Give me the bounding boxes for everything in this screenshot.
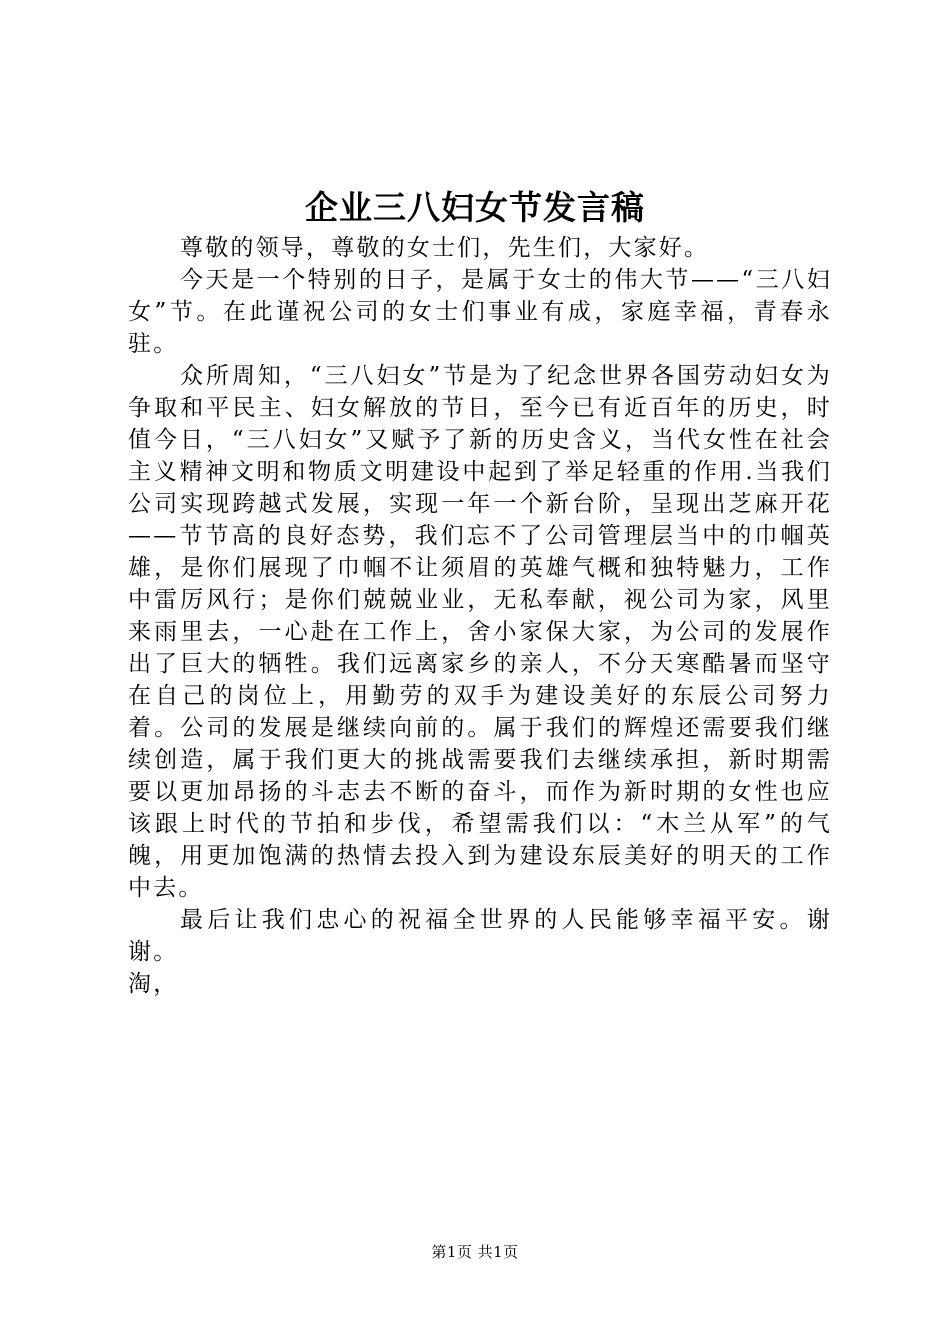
page-footer: 第1页 共1页 xyxy=(431,1243,519,1261)
trailing-text: 淘， xyxy=(128,971,179,997)
greeting-paragraph: 尊敬的领导，尊敬的女士们，先生们，大家好。 xyxy=(180,235,710,261)
intro-paragraph: 今天是一个特别的日子，是属于女士的伟大节——“三八妇女”节。在此谨祝公司的女士们事业有成，家庭幸福，青春永驻。 xyxy=(128,267,832,357)
document-body xyxy=(128,232,832,1000)
document-title: 企业三八妇女节发言稿 xyxy=(305,188,645,227)
main-paragraph: 众所周知，“三八妇女”节是为了纪念世界各国劳动妇女为争取和平民主、妇女解放的节日，至今已有近百年的历史，时值今日，“三八妇女”又赋予了新的历史含义，当代女性在社会主义精神文明和物质文明建设中起到了举足轻重的作用.当我们公司实现跨越式发展，实现一年一个新台阶，呈现出芝麻开花——节节高的良好态势，我们忘不了公司管理层当中的巾帼英雄，是你们展现了巾帼不让须眉的英雄气概和独特魅力，工作中雷厉风行；是你们兢兢业业，无私奉献，视公司为家，风里来雨里去，一心赴在工作上，舍小家保大家，为公司的发展作出了巨大的牺牲。我们远离家乡的亲人，不分天寒酷暑而坚守在自己的岗位上，用勤劳的双手为建设美好的东辰公司努力着。公司的发展是继续向前的。属于我们的辉煌还需要我们继续创造，属于我们更大的挑战需要我们去继续承担，新时期需要以更加昂扬的斗志去不断的奋斗，而作为新时期的女性也应该跟上时代的节拍和步伐，希望需我们以：“木兰从军”的气魄，用更加饱满的热情去投入到为建设东辰美好的明天的工作中去。 xyxy=(128,363,832,901)
closing-paragraph: 最后让我们忠心的祝福全世界的人民能够幸福平安。谢谢。 xyxy=(128,907,832,965)
